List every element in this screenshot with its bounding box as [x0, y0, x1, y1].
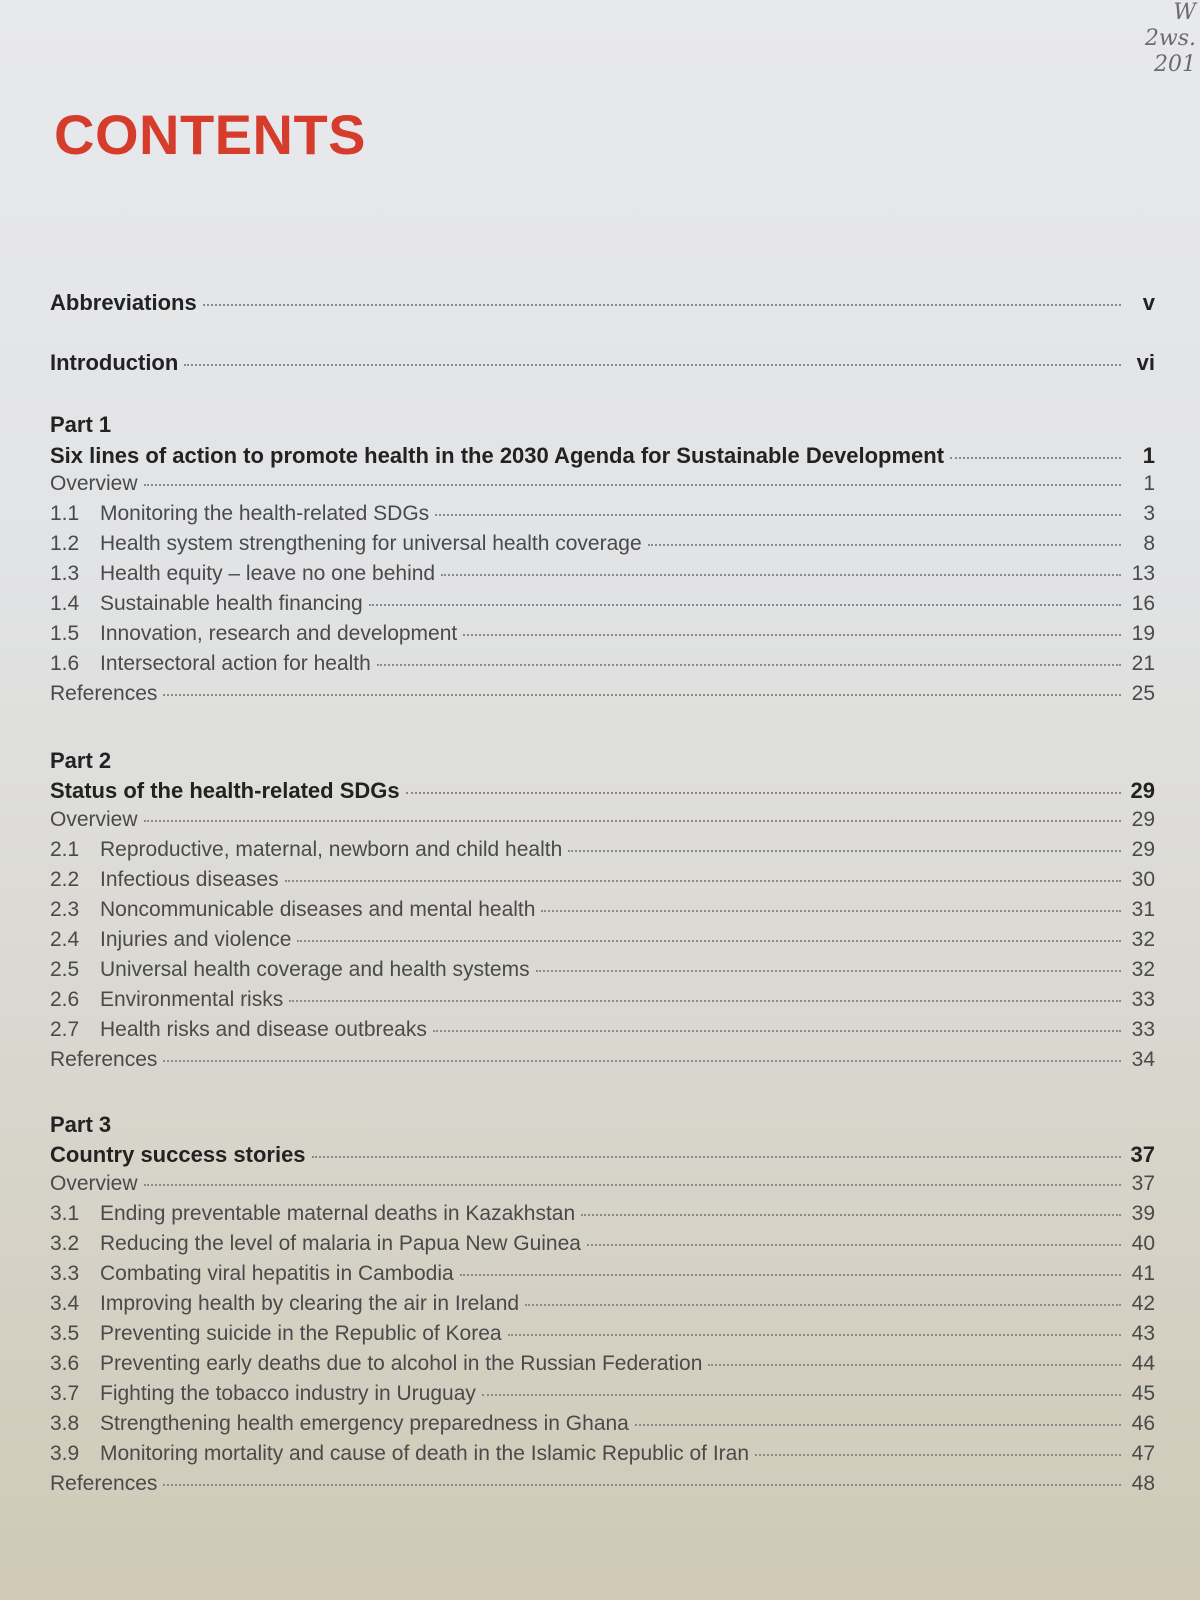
- toc-entry[interactable]: [50, 622, 1155, 652]
- toc-page-number: 30: [1131, 868, 1155, 891]
- toc-page-number: 1: [1143, 472, 1155, 495]
- section-number: 3.6: [50, 1352, 80, 1375]
- section-number: 2.2: [50, 868, 80, 891]
- section-number: 2.5: [50, 958, 80, 981]
- toc-page-number: 40: [1131, 1232, 1155, 1255]
- dot-leader: [312, 1155, 1121, 1158]
- handwritten-line: 2ws.: [1144, 26, 1196, 51]
- toc-entry-label: [50, 838, 562, 862]
- dot-leader: [755, 1453, 1121, 1456]
- section-number: 1.6: [50, 652, 80, 675]
- toc-entry-label: [50, 1018, 427, 1042]
- handwritten-note: [1145, 0, 1196, 78]
- section-title: Reducing the level of malaria in Papua New Guinea: [100, 1232, 581, 1255]
- toc-entry[interactable]: [50, 1442, 1155, 1472]
- toc-entry[interactable]: [50, 652, 1155, 682]
- section-number: 3.2: [50, 1232, 80, 1255]
- handwritten-line: 201: [1154, 52, 1196, 77]
- dot-leader: [297, 939, 1121, 942]
- section-number: 2.4: [50, 928, 80, 951]
- toc-entry[interactable]: [50, 1262, 1155, 1292]
- toc-entry[interactable]: [50, 868, 1155, 898]
- section-number: 3.9: [50, 1442, 80, 1465]
- section-title: Monitoring mortality and cause of death in the Islamic Republic of Iran: [100, 1442, 750, 1465]
- section-title: Monitoring the health-related SDGs: [100, 502, 430, 525]
- dot-leader: [285, 879, 1121, 882]
- dot-leader: [508, 1333, 1121, 1336]
- section-title: Strengthening health emergency preparedness in Ghana: [100, 1412, 629, 1435]
- dot-leader: [950, 456, 1121, 459]
- dot-leader: [525, 1303, 1121, 1306]
- part-label: Part 3: [50, 1112, 112, 1137]
- toc-entry[interactable]: [50, 808, 1155, 838]
- toc-page-number: 46: [1131, 1412, 1155, 1435]
- handwritten-line: W: [1173, 0, 1196, 25]
- toc-page-number: 31: [1131, 898, 1155, 921]
- section-title: Intersectoral action for health: [100, 652, 371, 675]
- toc-entry-label: [50, 1382, 476, 1406]
- toc-entry[interactable]: [50, 958, 1155, 988]
- toc-entry-label: Abbreviations: [50, 290, 197, 315]
- dot-leader: [144, 819, 1121, 822]
- section-number: 3.4: [50, 1292, 80, 1315]
- toc-entry-label: [50, 1322, 502, 1346]
- toc-entry-label: [50, 652, 371, 676]
- section-title: Infectious diseases: [100, 868, 279, 891]
- toc-page-number: 41: [1131, 1262, 1155, 1285]
- dot-leader: [587, 1243, 1121, 1246]
- toc-entry[interactable]: [50, 502, 1155, 532]
- toc-part-heading[interactable]: [50, 1142, 1155, 1172]
- toc-entry-label: [50, 1262, 454, 1286]
- toc-page-number: 32: [1131, 958, 1155, 981]
- section-title: Combating viral hepatitis in Cambodia: [100, 1262, 454, 1285]
- toc-page-number: vi: [1136, 350, 1155, 375]
- toc-entry-label: [50, 1232, 581, 1256]
- dot-leader: [460, 1273, 1121, 1276]
- dot-leader: [581, 1213, 1121, 1216]
- section-title: Health equity – leave no one behind: [100, 562, 436, 585]
- section-title: Ending preventable maternal deaths in Kazakhstan: [100, 1202, 576, 1225]
- toc-entry-label: Six lines of action to promote health in the 2030 Agenda for Sustainable Development: [50, 443, 945, 468]
- section-number: 1.2: [50, 532, 80, 555]
- dot-leader: [406, 791, 1121, 794]
- toc-entry[interactable]: [50, 928, 1155, 958]
- dot-leader: [203, 303, 1121, 306]
- toc-page-number: 19: [1131, 622, 1155, 645]
- toc-page-number: 43: [1131, 1322, 1155, 1345]
- toc-part-heading[interactable]: [50, 778, 1155, 808]
- toc-page-number: 16: [1131, 592, 1155, 615]
- dot-leader: [163, 1059, 1121, 1062]
- toc-entry[interactable]: [50, 1352, 1155, 1382]
- toc-entry[interactable]: [50, 1202, 1155, 1232]
- toc-entry[interactable]: [50, 1412, 1155, 1442]
- dot-leader: [648, 543, 1121, 546]
- section-title: Preventing early deaths due to alcohol in the Russian Federation: [100, 1352, 703, 1375]
- section-number: 1.5: [50, 622, 80, 645]
- toc-entry[interactable]: [50, 1018, 1155, 1048]
- toc-page-number: 8: [1143, 532, 1155, 555]
- toc-entry-label: [50, 1412, 629, 1436]
- section-number: 2.6: [50, 988, 80, 1011]
- dot-leader: [441, 573, 1121, 576]
- toc-entry-label: [50, 502, 429, 526]
- toc-entry-label: [50, 958, 530, 982]
- section-title: Sustainable health financing: [100, 592, 363, 615]
- section-number: 2.7: [50, 1018, 80, 1041]
- toc-entry-label: Overview: [50, 472, 138, 495]
- toc-entry-label: [50, 1292, 519, 1316]
- toc-entry[interactable]: [50, 532, 1155, 562]
- toc-entry-label: Country success stories: [50, 1142, 306, 1167]
- toc-entry[interactable]: [50, 1292, 1155, 1322]
- section-number: 3.8: [50, 1412, 80, 1435]
- toc-page-number: 13: [1131, 562, 1155, 585]
- section-title: Injuries and violence: [100, 928, 292, 951]
- dot-leader: [568, 849, 1121, 852]
- toc-page-number: 3: [1143, 502, 1155, 525]
- toc-page-number: 37: [1130, 1142, 1155, 1167]
- toc-entry-label: [50, 1202, 575, 1226]
- section-title: Health risks and disease outbreaks: [100, 1018, 427, 1041]
- section-title: Improving health by clearing the air in Ireland: [100, 1292, 520, 1315]
- section-title: Health system strengthening for universal health coverage: [100, 532, 642, 555]
- toc-entry-label: References: [50, 1048, 158, 1071]
- toc-entry[interactable]: [50, 592, 1155, 622]
- dot-leader: [144, 483, 1121, 486]
- toc-page-number: 48: [1131, 1472, 1155, 1495]
- toc-entry-introduction[interactable]: [50, 350, 1155, 380]
- dot-leader: [369, 603, 1121, 606]
- part-label: Part 1: [50, 412, 112, 437]
- dot-leader: [163, 693, 1121, 696]
- toc-entry-label: Status of the health-related SDGs: [50, 778, 400, 803]
- dot-leader: [289, 999, 1121, 1002]
- toc-entry-label: [50, 868, 279, 892]
- section-number: 2.1: [50, 838, 80, 861]
- toc-page-number: 34: [1131, 1048, 1155, 1071]
- toc-entry[interactable]: [50, 988, 1155, 1018]
- toc-entry-label: [50, 1442, 749, 1466]
- toc-entry[interactable]: [50, 1382, 1155, 1412]
- toc-entry-label: [50, 928, 291, 952]
- toc-entry-label: [50, 1352, 702, 1376]
- toc-entry-label: [50, 562, 435, 586]
- toc-page-number: 21: [1131, 652, 1155, 675]
- section-title: Environmental risks: [100, 988, 284, 1011]
- toc-entry-label: Introduction: [50, 350, 179, 375]
- section-number: 1.4: [50, 592, 80, 615]
- toc-entry[interactable]: [50, 1322, 1155, 1352]
- section-number: 3.5: [50, 1322, 80, 1345]
- part-label: Part 2: [50, 748, 112, 773]
- toc-entry-label: [50, 622, 457, 646]
- toc-entry[interactable]: [50, 1048, 1155, 1078]
- toc-entry-label: [50, 532, 642, 556]
- toc-page-number: 33: [1131, 1018, 1155, 1041]
- section-number: 3.1: [50, 1202, 80, 1225]
- toc-entry[interactable]: [50, 1472, 1155, 1502]
- toc-page-number: 45: [1131, 1382, 1155, 1405]
- section-title: Reproductive, maternal, newborn and child health: [100, 838, 563, 861]
- toc-entry-label: References: [50, 1472, 158, 1495]
- toc-page-number: 29: [1131, 838, 1155, 861]
- dot-leader: [482, 1393, 1121, 1396]
- section-title: Innovation, research and development: [100, 622, 458, 645]
- section-number: 1.1: [50, 502, 80, 525]
- toc-page-number: 1: [1142, 443, 1155, 468]
- toc-page-number: v: [1142, 290, 1155, 315]
- section-number: 3.7: [50, 1382, 80, 1405]
- toc-part-heading[interactable]: [50, 443, 1155, 473]
- toc-page-number: 33: [1131, 988, 1155, 1011]
- toc-entry-abbreviations[interactable]: [50, 290, 1155, 320]
- toc-entry-label: [50, 898, 535, 922]
- dot-leader: [435, 513, 1121, 516]
- toc-entry-label: References: [50, 682, 158, 705]
- section-title: Fighting the tobacco industry in Uruguay: [100, 1382, 476, 1405]
- toc-entry[interactable]: [50, 562, 1155, 592]
- section-title: Noncommunicable diseases and mental health: [100, 898, 536, 921]
- toc-entry-label: [50, 988, 283, 1012]
- toc-page-number: 29: [1130, 778, 1155, 803]
- toc-entry[interactable]: [50, 472, 1155, 502]
- toc-entry-label: Overview: [50, 808, 138, 831]
- toc-entry[interactable]: [50, 898, 1155, 928]
- dot-leader: [433, 1029, 1121, 1032]
- section-number: 1.3: [50, 562, 80, 585]
- toc-page-number: 42: [1131, 1292, 1155, 1315]
- toc-entry[interactable]: [50, 838, 1155, 868]
- toc-entry[interactable]: [50, 1172, 1155, 1202]
- dot-leader: [144, 1183, 1121, 1186]
- dot-leader: [184, 363, 1121, 366]
- dot-leader: [708, 1363, 1121, 1366]
- dot-leader: [635, 1423, 1121, 1426]
- dot-leader: [377, 663, 1121, 666]
- toc-page-number: 25: [1131, 682, 1155, 705]
- section-number: 3.3: [50, 1262, 80, 1285]
- toc-entry-label: [50, 592, 363, 616]
- page-title: CONTENTS: [54, 103, 366, 166]
- section-title: Universal health coverage and health systems: [100, 958, 530, 981]
- dot-leader: [536, 969, 1121, 972]
- toc-page-number: 39: [1131, 1202, 1155, 1225]
- dot-leader: [163, 1483, 1121, 1486]
- toc-page-number: 47: [1131, 1442, 1155, 1465]
- toc-entry[interactable]: [50, 1232, 1155, 1262]
- toc-page-number: 44: [1131, 1352, 1155, 1375]
- toc-entry[interactable]: [50, 682, 1155, 712]
- dot-leader: [463, 633, 1121, 636]
- toc-page-number: 37: [1131, 1172, 1155, 1195]
- toc-page-number: 29: [1131, 808, 1155, 831]
- section-title: Preventing suicide in the Republic of Korea: [100, 1322, 502, 1345]
- section-number: 2.3: [50, 898, 80, 921]
- toc-entry-label: Overview: [50, 1172, 138, 1195]
- dot-leader: [541, 909, 1121, 912]
- toc-page-number: 32: [1131, 928, 1155, 951]
